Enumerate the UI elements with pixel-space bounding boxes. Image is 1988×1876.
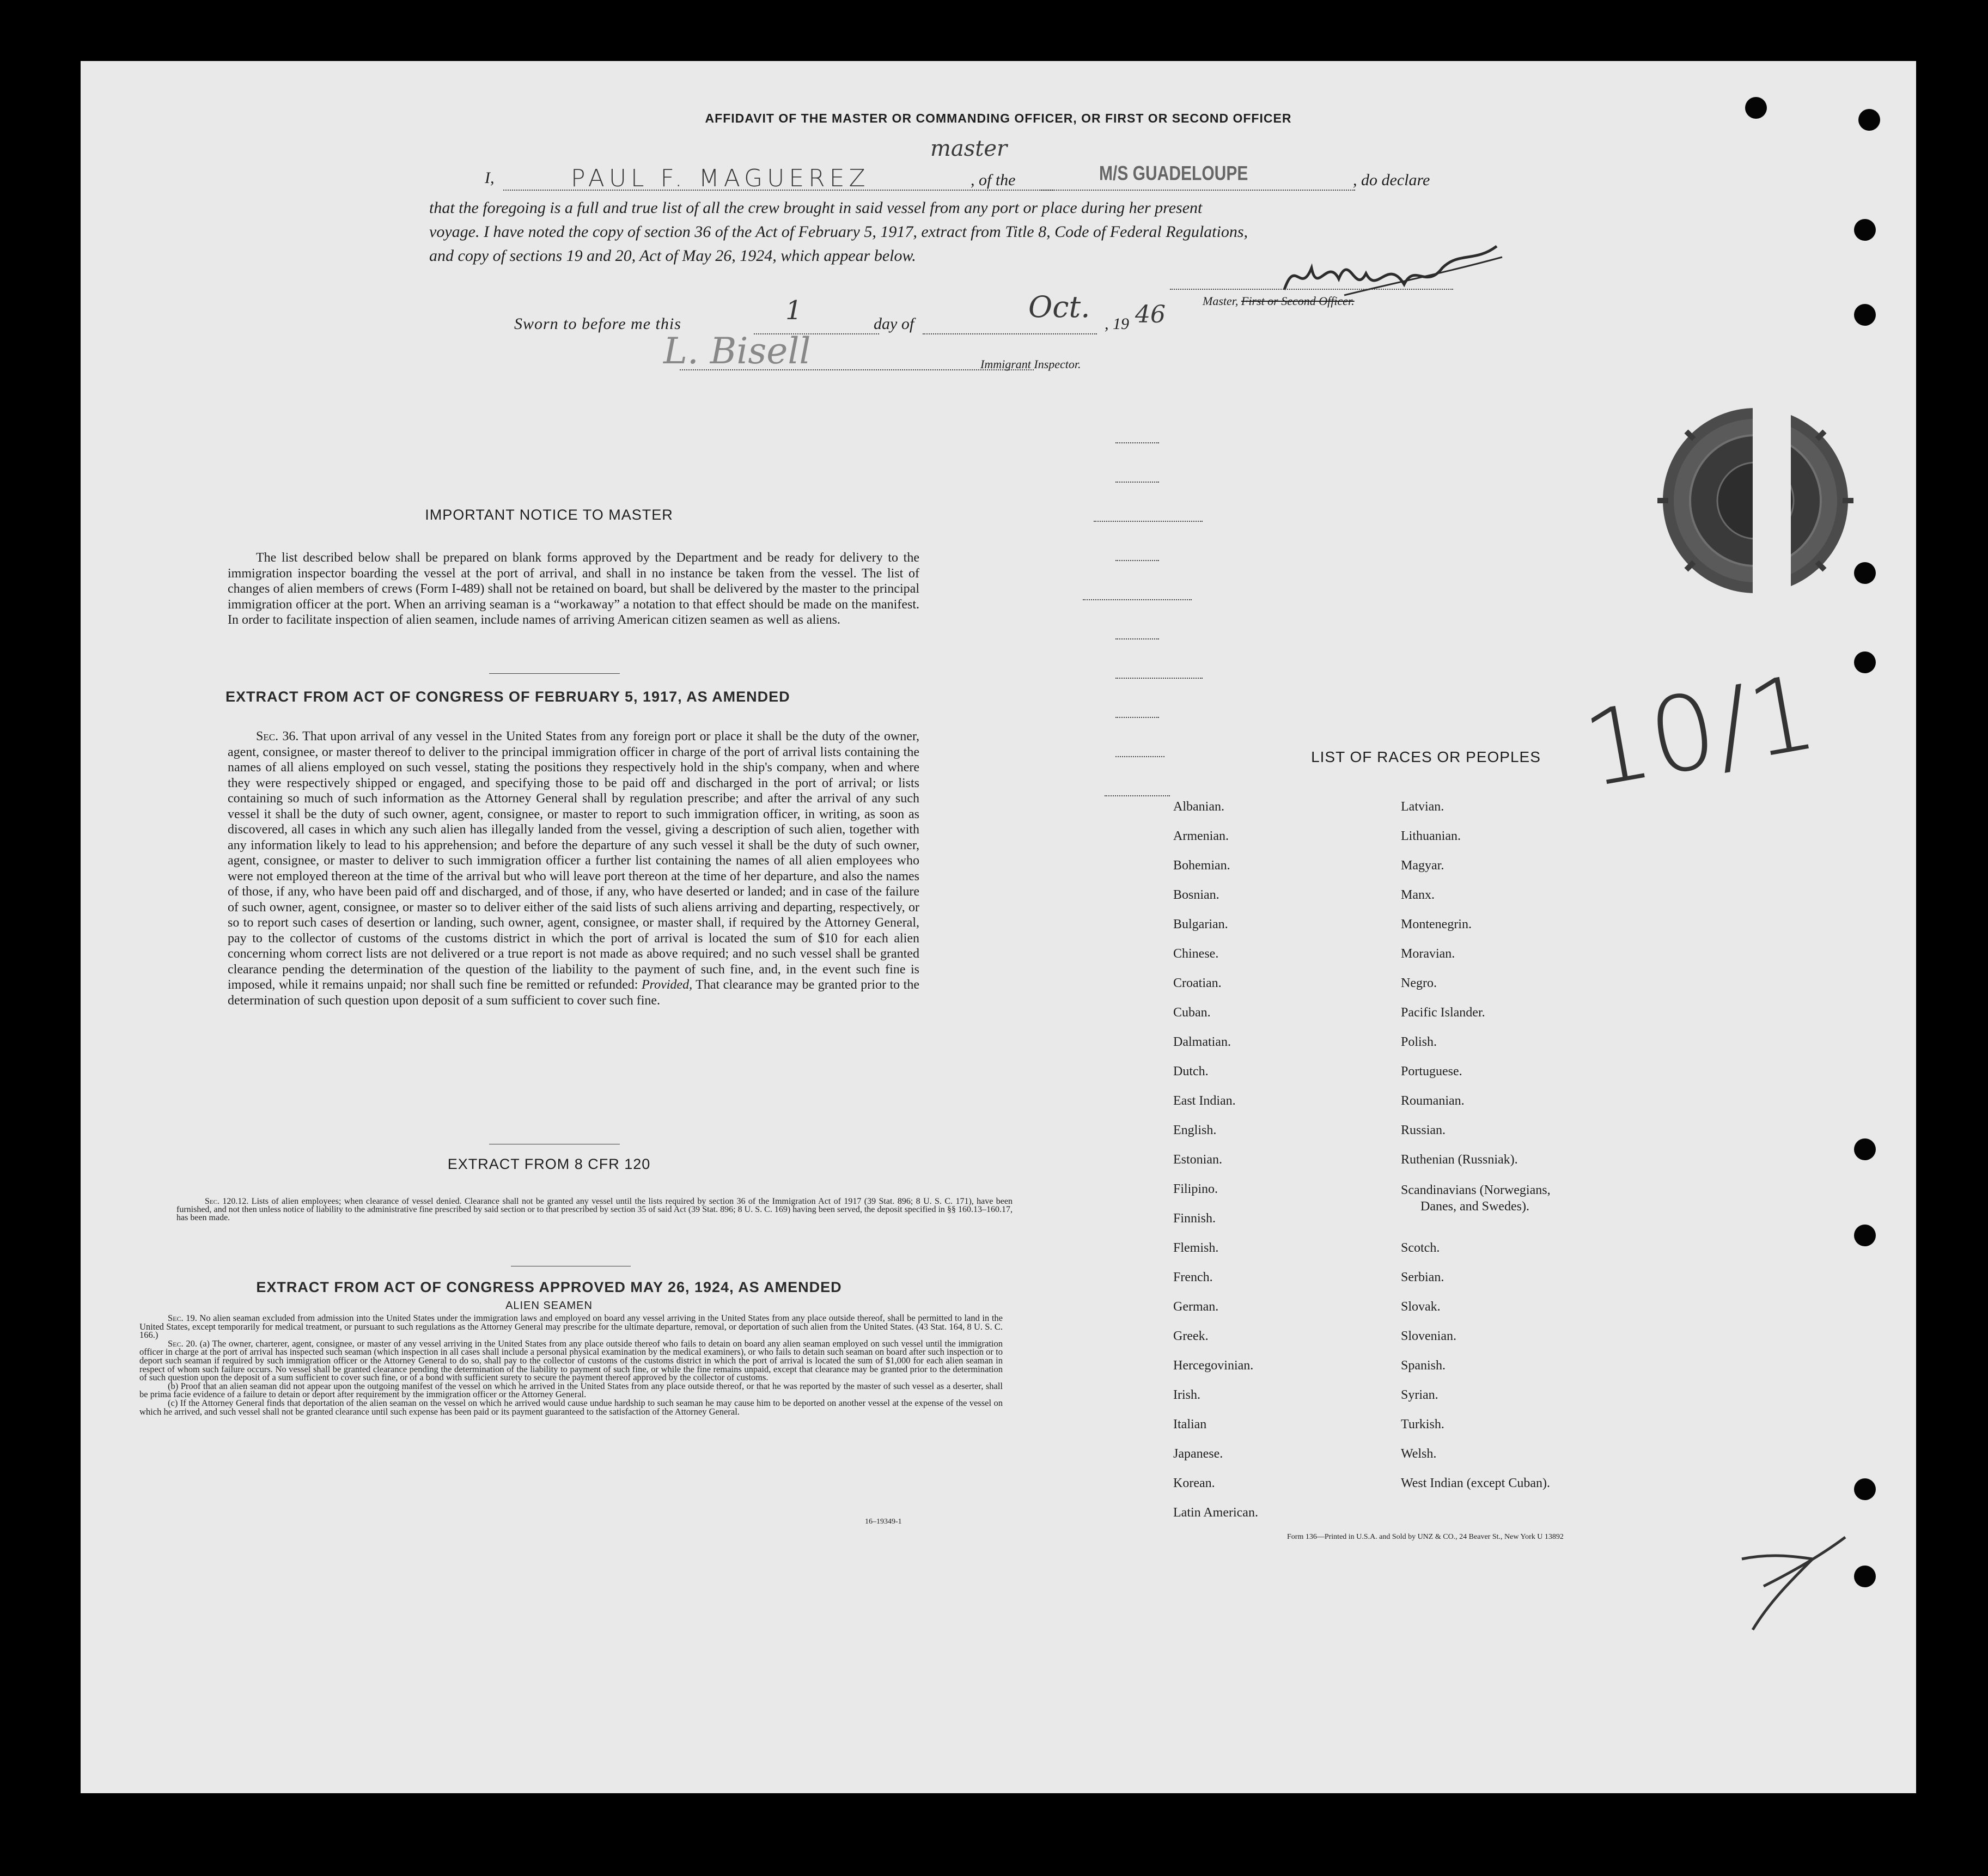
sec-20a-body: (a) The owner, charterer, agent, consignee, or master of any vessel arriving in the United States from any place outside thereof who fails to detain on board any alien seaman employed on such vessel until the immigration officer in charge at the port of arrival has inspected such seaman (which inspection in all cases shall include a personal physical examination by the medical examiners), or who fails to detain such seaman on board after such inspection or to deport such seaman if required by such immigration officer or the Attorney General to do so, shall pay to the collector of customs of the customs district in which the port of arrival is located the sum of $1,000 for each alien seaman in respect of whom such failure occurs. No vessel shall be granted clearance pending the determination of the liability to payment of such fine, or while the fine remains unpaid, except that clearance may be granted prior to the determination of such question upon the deposit of a sum sufficient to cover such fine, or of a bond with sufficient surety to secure the payment thereof approved by the collector of customs. (139, 1338, 1003, 1383)
race-item: Korean. (1173, 1476, 1215, 1490)
extract-1917-title: EXTRACT FROM ACT OF CONGRESS OF FEBRUARY 5, 1917, AS AMENDED (225, 689, 790, 705)
sec-19-text (139, 1314, 1003, 1339)
race-item: Negro. (1401, 976, 1437, 990)
vessel-stamp: M/S GUADELOUPE (1099, 162, 1248, 185)
sec-19-label: Sec. 19. (168, 1313, 197, 1323)
alien-seamen-subtitle: ALIEN SEAMEN (505, 1300, 593, 1312)
races-title: LIST OF RACES OR PEOPLES (1311, 748, 1541, 765)
race-item: Filipino. (1173, 1182, 1218, 1196)
sec-20-label: Sec. 20. (168, 1338, 197, 1349)
race-item: Welsh. (1401, 1447, 1437, 1461)
sec-19-body: No alien seaman excluded from admission into the United States under the immigration laws and employed on board any vessel arriving in the United States from any place outside thereof, shall be permitted to land in the United States, except temporarily for medical treatment, or pursuant to such regulations as the Attorney General may prescribe for the ultimate departure, removal, or deportation of such alien from the United States. (43 Stat. 164, 8 U. S. C. 166.) (139, 1313, 1003, 1341)
section-36-body-end: That clearance may be granted prior to the determination of such question upon deposit of a sum sufficient to cover such fine. (228, 978, 919, 1008)
affidavit-line-1: that the foregoing is a full and true list of all the crew brought in said vessel from any port or place during her present (429, 199, 1203, 217)
race-item: French. (1173, 1270, 1213, 1284)
race-item: Scandinavians (Norwegians, (1401, 1183, 1551, 1197)
race-item: Dalmatian. (1173, 1035, 1231, 1049)
race-item: Scotch. (1401, 1241, 1440, 1255)
notice-body: The list described below shall be prepared on blank forms approved by the Department and be ready for delivery to the immigration inspector boarding the vessel at the port of arrival, and shall in no instance be taken from the vessel. The list of changes of alien members of crews (Form I-489) shall not be retained on board, but shall be delivered by the master to the principal immigration officer at the port. When an arriving seaman is a “workaway” a notation to that effect should be made on the manifest. In order to facilitate inspection of alien seamen, include names of arriving American citizen seamen as well as aliens. (228, 551, 919, 627)
officer-label: First or Second Officer. (1241, 294, 1355, 308)
race-item: West Indian (except Cuban). (1401, 1476, 1550, 1490)
notice-title: IMPORTANT NOTICE TO MASTER (425, 507, 673, 523)
race-item: Finnish. (1173, 1211, 1216, 1226)
section-36-text (228, 729, 919, 1008)
race-item: Syrian. (1401, 1388, 1438, 1402)
binder-hole (1854, 1478, 1876, 1500)
binder-hole (1854, 219, 1876, 241)
race-item: Albanian. (1173, 800, 1224, 814)
race-item: Ruthenian (Russniak). (1401, 1153, 1518, 1167)
binder-hole (1854, 1566, 1876, 1587)
race-item: Chinese. (1173, 947, 1219, 961)
race-item: Armenian. (1173, 829, 1229, 843)
year-suffix: 46 (1135, 301, 1166, 328)
race-item: Flemish. (1173, 1241, 1219, 1255)
race-item: Irish. (1173, 1388, 1200, 1402)
race-item: Portuguese. (1401, 1064, 1462, 1079)
filler-dots (1115, 442, 1257, 835)
race-item: Italian (1173, 1417, 1207, 1432)
race-item: Magyar. (1401, 858, 1444, 873)
handwritten-number: 10/1 (1575, 651, 1825, 811)
race-item: Polish. (1401, 1035, 1437, 1049)
cfr-text (176, 1197, 1013, 1222)
race-item: English. (1173, 1123, 1217, 1137)
day-of: day of (874, 315, 914, 333)
binder-hole (1745, 97, 1767, 119)
extract-1924-title: EXTRACT FROM ACT OF CONGRESS APPROVED MAY 26, 1924, AS AMENDED (256, 1279, 842, 1295)
race-item: German. (1173, 1300, 1219, 1314)
sworn-month: Oct. (1028, 290, 1090, 324)
cfr-title: EXTRACT FROM 8 CFR 120 (447, 1156, 651, 1172)
check-mark-icon (1731, 1521, 1851, 1641)
affidavit-line-2: voyage. I have noted the copy of section 36 of the Act of February 5, 1917, extract from Title 8, Code of Federal Regulations, (429, 223, 1248, 241)
manifest-page (81, 61, 1916, 1793)
race-item: Montenegrin. (1401, 917, 1472, 931)
race-item: Bulgarian. (1173, 917, 1228, 931)
race-item: Japanese. (1173, 1447, 1223, 1461)
inspector-label: Immigrant Inspector. (980, 357, 1081, 371)
race-item-continued: Danes, and Swedes). (1420, 1199, 1529, 1214)
vessel-line (1039, 190, 1355, 191)
affidavit-heading: AFFIDAVIT OF THE MASTER OR COMMANDING OFFICER, OR FIRST OR SECOND OFFICER (705, 111, 1292, 125)
proviso: Provided, (641, 978, 693, 992)
sworn-day: 1 (785, 295, 802, 326)
binder-hole (1854, 562, 1876, 584)
section-36-body: That upon arrival of any vessel in the United States from any foreign port or place it shall be the duty of the owner, agent, consignee, or master thereof to deliver to the principal immigration officer in charge of the port of arrival lists containing the names of all aliens employed on such vessel, stating the positions they respectively hold in the ship's company, when and where they were respectively shipped or engaged, and specifying those to be paid off and discharged in the port of arrival; or lists containing so much of such information as the Attorney General shall by regulation prescribe; and after the arrival of any such vessel it shall be the duty of such owner, agent, consignee, or master to report to such immigration officer, in writing, as soon as discovered, all cases in which any such alien has illegally landed from the vessel, giving a description of such alien, together with any information likely to lead to his apprehension; and before the departure of any such vessel it shall be the duty of such owner, agent, consignee, or master to deliver to such immigration officer a further list containing the names of all alien employees who were not employed thereon at the time of the arrival but who will leave port thereon at the time of her departure, and also the names of those, if any, who have been paid off and discharged, and of those, if any, who have deserted or landed; and in case of the failure of such owner, agent, consignee, or master so to deliver either of the said lists of such aliens arriving and departing, respectively, or so to report such cases of desertion or landing, such owner, agent, consignee, or master shall, if required by the Attorney General, pay to the collector of customs of the customs district in which the port of arrival is located the sum of $10 for each alien concerning whom correct lists are not delivered or a true report is not made as above required; and no such vessel shall be granted clearance pending the determination of the question of the liability to the payment of such fine, and, in the event such fine is imposed, while it remains unpaid; nor shall such fine be remitted or refunded: (228, 729, 919, 992)
signature-line (1170, 289, 1453, 290)
master-name: PAUL F. MAGUEREZ (571, 165, 870, 192)
race-item: East Indian. (1173, 1094, 1236, 1108)
race-item: Hercegovinian. (1173, 1359, 1254, 1373)
race-item: Serbian. (1401, 1270, 1444, 1284)
race-item: Moravian. (1401, 947, 1455, 961)
race-item: Spanish. (1401, 1359, 1446, 1373)
sec-20b-text: (b) Proof that an alien seaman did not appear upon the outgoing manifest of the vessel on which he arrived in the United States from any place outside thereof, or that he was reported by the master of such vessel as a deserter, shall be prima facie evidence of a failure to detain or deport after requirement by the immigration officer or the Attorney General. (139, 1380, 1003, 1400)
divider-1 (489, 673, 620, 674)
inspector-signature: L. Bisell (663, 330, 811, 372)
binder-hole (1854, 651, 1876, 673)
race-item: Pacific Islander. (1401, 1006, 1485, 1020)
form-code: 16–19349-1 (865, 1518, 902, 1526)
binder-hole (1854, 304, 1876, 326)
race-item: Latvian. (1401, 800, 1444, 814)
race-item: Greek. (1173, 1329, 1209, 1343)
binder-hole (1854, 1138, 1876, 1160)
binder-hole (1854, 1225, 1876, 1246)
master-officer-label (1203, 294, 1355, 308)
race-item: Dutch. (1173, 1064, 1209, 1079)
notary-seal (1638, 400, 1873, 601)
sec-20c-text: (c) If the Attorney General finds that deportation of the alien seaman on the vessel on which he arrived would cause undue hardship to such seaman he may cause him to be deported on another vessel at the expense of the vessel on which he arrived, and such vessel shall not be granted clearance until such expense has been paid or its payment guaranteed to the satisfaction of the Attorney General. (139, 1397, 1003, 1417)
race-item: Slovak. (1401, 1300, 1441, 1314)
month-line (923, 333, 1097, 334)
race-item: Estonian. (1173, 1153, 1222, 1167)
race-item: Bohemian. (1173, 858, 1230, 873)
race-item: Manx. (1401, 888, 1435, 902)
sworn-text: Sworn to before me this (514, 315, 681, 333)
affidavit-line-3: and copy of sections 19 and 20, Act of May 26, 1924, which appear below. (429, 247, 916, 265)
race-item: Cuban. (1173, 1006, 1211, 1020)
race-item: Roumanian. (1401, 1094, 1465, 1108)
race-item: Turkish. (1401, 1417, 1444, 1432)
of-the: , of the (971, 171, 1016, 189)
race-item: Russian. (1401, 1123, 1446, 1137)
race-item: Lithuanian. (1401, 829, 1461, 843)
cfr-body: Lists of alien employees; when clearance of vessel denied. Clearance shall not be granted any vessel until the lists required by section 36 of the Immigration Act of 1917 (39 Stat. 896; 8 U. S. C. 171), have been furnished, and not then unless notice of liability to the administrative fine prescribed by said section or to that prescribed by section 35 of said Act (39 Stat. 896; 8 U. S. C. 169) having been served, the deposit specified in §§ 160.13–160.17, has been made. (176, 1197, 1013, 1222)
master-label: Master, (1203, 294, 1239, 308)
cfr-sec-label: Sec. 120.12. (205, 1197, 249, 1206)
race-item: Croatian. (1173, 976, 1222, 990)
race-item: Slovenian. (1401, 1329, 1456, 1343)
master-word: master (930, 136, 1008, 161)
do-declare: , do declare (1353, 171, 1430, 189)
extract-1924-body (139, 1314, 1003, 1416)
printer-imprint: Form 136—Printed in U.S.A. and Sold by UNZ & CO., 24 Beaver St., New York U 13892 (1287, 1533, 1564, 1541)
affidavit-i: I, (485, 169, 495, 187)
race-item: Latin American. (1173, 1506, 1258, 1520)
section-36-label: Sec. 36. (256, 729, 299, 744)
year-prefix: , 19 (1105, 315, 1129, 333)
race-item: Bosnian. (1173, 888, 1219, 902)
binder-hole (1858, 109, 1880, 131)
sec-20a-text (139, 1339, 1003, 1382)
